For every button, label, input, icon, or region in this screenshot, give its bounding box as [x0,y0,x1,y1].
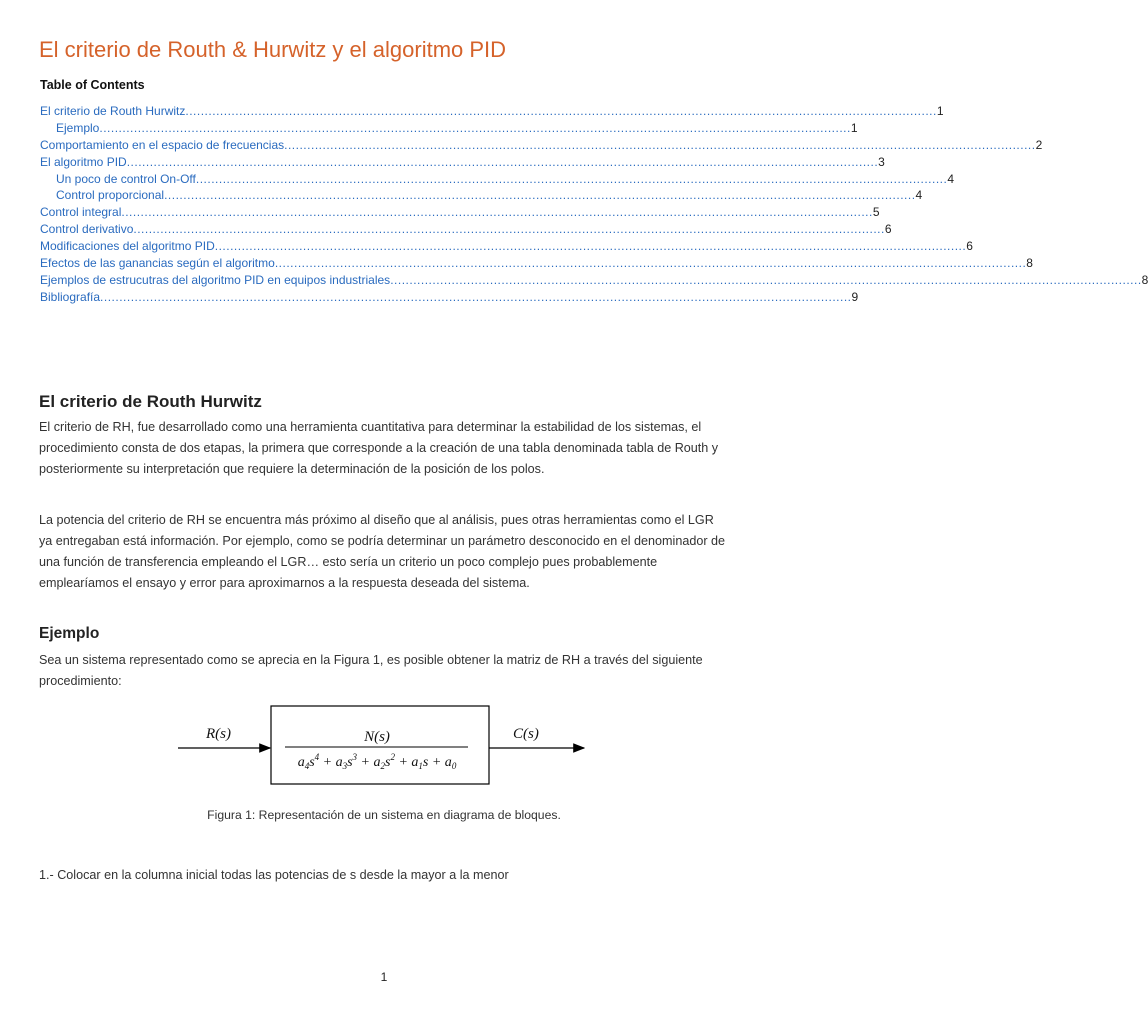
toc-entry-page: 8 [1026,256,1033,271]
toc-entry[interactable] [40,154,885,171]
figure-caption: Figura 1: Representación de un sistema en diagrama de bloques. [207,808,561,822]
toc-entry[interactable] [40,187,923,204]
toc-entry[interactable] [40,238,973,255]
toc-entry[interactable] [40,204,880,221]
toc-entry[interactable] [40,289,859,306]
section-paragraph: El criterio de RH, fue desarrollado como una herramienta cuantitativa para determinar la estabilidad de los sistemas, el procedimiento consta de dos etapas, la primera que corresponde a la creación de una tabla denominada tabla de Routh y posteriormente su interpretación que requiere la determinación de la posición de los polos. [39,420,719,476]
input-signal-label: R(s) [206,726,231,742]
toc-entry-label[interactable]: Comportamiento en el espacio de frecuencias [40,137,285,152]
toc-leader-dots: .................................................................................................................................................................................................... [185,104,937,118]
toc-entry-page: 4 [915,188,923,203]
example-intro: Sea un sistema representado como se aprecia en la Figura 1, es posible obtener la matriz de RH a través del siguiente procedimiento: [39,653,703,688]
toc-entry-page: 6 [966,239,973,254]
toc-entry-page: 1 [936,104,944,118]
toc-leader-dots: .................................................................................................................................................................................................... [126,154,879,169]
document-title: El criterio de Routh & Hurwitz y el algoritmo PID [39,37,507,62]
toc-leader-dots: .................................................................................................................................................................................................... [133,222,885,237]
toc-entry[interactable] [40,221,892,238]
table-of-contents [40,103,1148,306]
toc-entry[interactable] [40,137,1043,154]
toc-entry-label[interactable]: Control derivativo [40,222,134,237]
toc-leader-dots: .................................................................................................................................................................................................... [284,137,1036,152]
toc-leader-dots: .................................................................................................................................................................................................... [274,256,1027,271]
toc-entry-page: 9 [851,289,859,304]
toc-entry[interactable] [40,272,1148,289]
denominator-label: $a_4s^4 + a_3s^3 + a_2s^2 + a_1s + a_0$ [297,752,457,771]
toc-entry-label[interactable]: Efectos de las ganancias según el algoritmo [40,256,275,271]
toc-entry[interactable] [40,120,858,137]
toc-entry-label[interactable]: Ejemplo [56,120,100,135]
output-signal-label: C(s) [513,726,539,742]
procedure-step-1: 1.- Colocar en la columna inicial todas las potencias de s desde la mayor a la menor [39,868,509,882]
toc-entry-page: 8 [1141,272,1148,287]
toc-entry[interactable] [40,171,955,188]
toc-entry-label[interactable]: Ejemplos de estrucutras del algoritmo PID en equipos industriales [40,272,391,287]
toc-leader-dots: .................................................................................................................................................................................................... [214,239,967,254]
toc-leader-dots: .................................................................................................................................................................................................... [195,171,948,186]
toc-leader-dots: .................................................................................................................................................................................................... [390,272,1142,287]
toc-entry-page: 2 [1035,137,1043,152]
toc-entry-page: 1 [850,120,858,135]
toc-leader-dots: .................................................................................................................................................................................................... [99,120,851,135]
transfer-function-block [271,706,489,784]
toc-entry-label[interactable]: Un poco de control On-Off [56,171,196,186]
toc-entry-page: 3 [878,154,885,169]
section-paragraph: La potencia del criterio de RH se encuentra más próximo al diseño que al análisis, pues otras herramientas como el LGR ya entregaban está información. Por ejemplo, como se podría determinar un parámetro desconocido en el denominador de una función de transferencia empleando el LGR… esto sería un criterio un poco complejo pues probablemente emplearíamos el ensayo y error para aproximarnos a la respuesta deseada del sistema. [39,513,726,590]
toc-entry-label[interactable]: Modificaciones del algoritmo PID [40,239,215,254]
toc-entry[interactable] [40,103,944,120]
toc-entry-page: 5 [872,205,880,220]
subsection-title: Ejemplo [39,625,100,642]
toc-leader-dots: .................................................................................................................................................................................................... [164,188,916,203]
toc-heading: Table of Contents [40,78,145,92]
numerator-label: N(s) [364,729,390,745]
toc-entry-page: 6 [884,222,892,237]
toc-entry[interactable] [40,255,1033,272]
block-diagram [170,700,600,785]
section-title: El criterio de Routh Hurwitz [39,392,262,411]
toc-entry-label[interactable]: Bibliografía [40,289,101,304]
toc-entry-label[interactable]: Control proporcional [56,188,165,203]
toc-leader-dots: .................................................................................................................................................................................................... [100,289,852,304]
toc-entry-page: 4 [947,171,955,186]
toc-entry-label[interactable]: El algoritmo PID [40,154,127,169]
toc-leader-dots: .................................................................................................................................................................................................... [121,205,873,220]
page-number: 1 [380,970,388,984]
toc-entry-label[interactable]: El criterio de Routh Hurwitz [40,104,186,118]
toc-entry-label[interactable]: Control integral [40,205,122,220]
